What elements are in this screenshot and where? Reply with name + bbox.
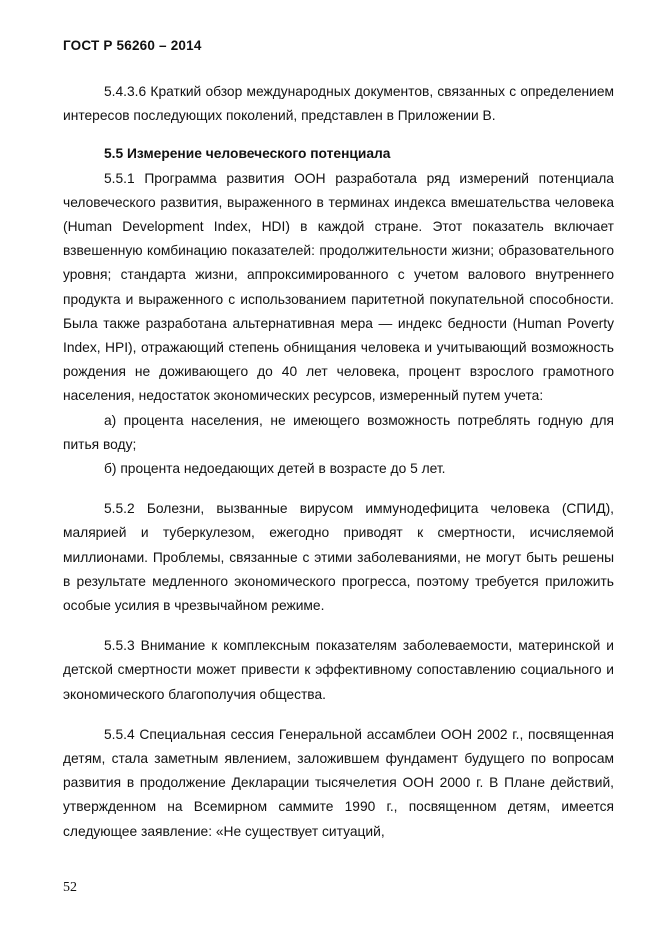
paragraph-5-5-1: 5.5.1 Программа развития ООН разработала ряд измерений потенциала человеческого развития, выраженного в терминах индекса вмешательства человека (Human Development Index, HDI) в каждой стране. Этот показатель включает взвешенную комбинацию показателей: продолжительности жизни; образовательного уровня; стандарта жизни, аппроксимированного с учетом валового внутреннего продукта и выраженного с использованием паритетной покупательной способности. Была также разработана альтернативная мера — индекс бедности (Human Poverty Index, HPI), отражающий степень обнищания человека и учитывающий возможность рождения не доживающего до 40 лет человека, процент взрослого грамотного населения, недостаток экономических ресурсов, измеренный путем учета: (63, 170, 614, 404)
paragraph-5-5-4: 5.5.4 Специальная сессия Генеральной ассамблеи ООН 2002 г., посвященная детям, стала заметным явлением, заложившем фундамент будущего по вопросам развития в продолжение Декларации тысячелетия ООН 2000 г. В Плане действий, утвержденном на Всемирном саммите 1990 г., посвященном детям, имеется следующее заявление: «Не существует ситуаций, (63, 726, 614, 839)
paragraph-5-5-2: 5.5.2 Болезни, вызванные вирусом иммунодефицита человека (СПИД), малярией и туберкулезом, ежегодно приводят к смертности, исчисляемой миллионами. Проблемы, связанные с этими заболеваниями, не могут быть решены в результате медленного экономического прогресса, поэтому требуется приложить особые усилия в чрезвычайном режиме. (63, 501, 614, 614)
section-heading-5-5: 5.5 Измерение человеческого потенциала (104, 146, 391, 162)
list-item-b: б) процента недоедающих детей в возрасте до 5 лет. (104, 461, 446, 477)
list-item-a: а) процента населения, не имеющего возможность потреблять годную для питья воду; (63, 412, 614, 452)
paragraph-5-4-3-6: 5.4.3.6 Краткий обзор международных документов, связанных с определением интересов последующих поколений, представлен в Приложении В. (63, 84, 614, 124)
document-body (63, 80, 614, 844)
paragraph-5-5-3: 5.5.3 Внимание к комплексным показателям заболеваемости, материнской и детской смертности может привести к эффективному сопоставлению социального и экономического благополучия общества. (63, 638, 614, 702)
document-header: ГОСТ Р 56260 – 2014 (63, 38, 202, 53)
page-number: 52 (63, 880, 77, 895)
